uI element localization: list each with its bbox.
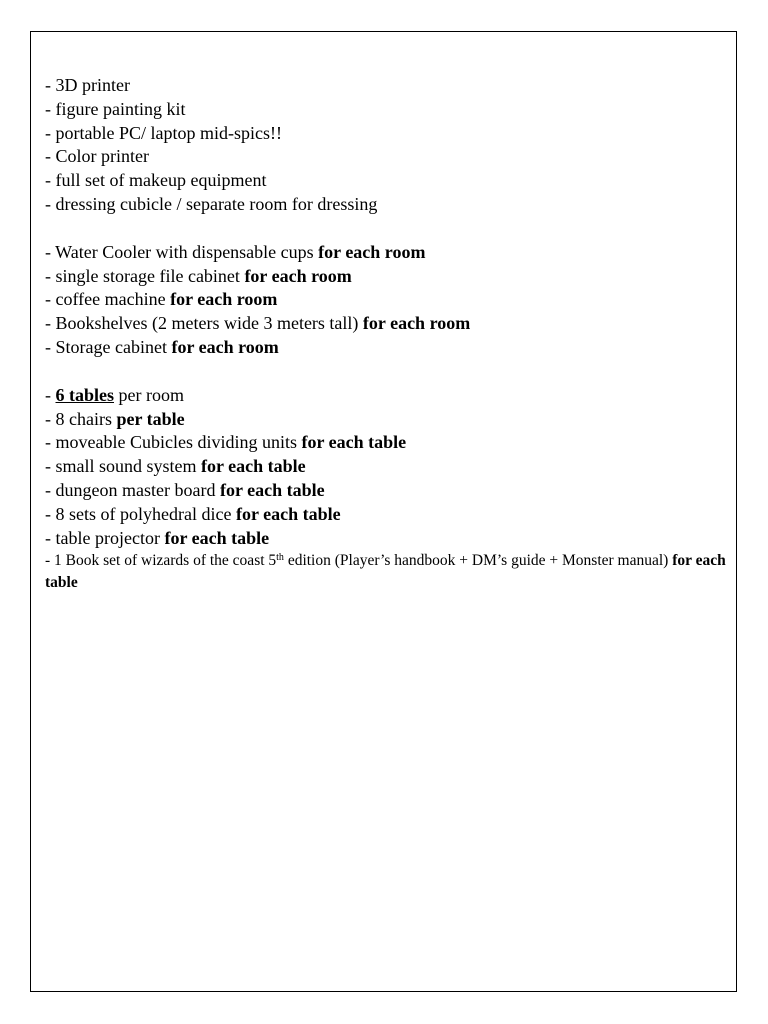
list-item <box>45 408 726 432</box>
item-text: - Storage cabinet <box>45 336 172 357</box>
superscript: th <box>276 552 284 564</box>
item-text: edition (Player’s handbook + DM’s guide + Monster manual) <box>283 552 673 570</box>
item-qualifier: for each table <box>45 552 726 592</box>
list-item <box>45 241 726 265</box>
item-text: - Water Cooler with dispensable cups <box>45 241 319 262</box>
item-text: - dungeon master board <box>45 479 220 500</box>
item-emphasis: 6 tables <box>55 384 114 405</box>
item-qualifier: per table <box>116 408 185 429</box>
item-qualifier: for each room <box>362 313 471 334</box>
list-item <box>45 288 726 312</box>
list-item <box>45 336 726 360</box>
paragraph-gap <box>45 217 726 241</box>
item-text: - coffee machine <box>45 289 171 310</box>
item-text: - 8 chairs <box>45 408 117 429</box>
item-qualifier: for each table <box>164 527 270 548</box>
item-qualifier: for each table <box>201 456 306 477</box>
item-text: - 8 sets of polyhedral dice <box>45 503 236 524</box>
item-qualifier: for each room <box>171 336 279 357</box>
item-text: - 1 Book set of wizards of the coast 5 <box>45 552 277 570</box>
list-item <box>45 479 726 503</box>
list-item <box>45 431 726 455</box>
item-text: per room <box>114 384 184 405</box>
item-text: - Bookshelves (2 meters wide 3 meters tall) <box>45 313 363 334</box>
list-item <box>45 265 726 289</box>
item-qualifier: for each room <box>318 241 426 262</box>
list-item <box>45 384 726 408</box>
item-qualifier: for each table <box>301 432 407 453</box>
document-body <box>45 74 726 594</box>
list-item <box>45 312 726 336</box>
paragraph-gap <box>45 360 726 384</box>
list-item: - dressing cubicle / separate room for dressing <box>45 193 378 214</box>
item-text: - moveable Cubicles dividing units <box>45 432 302 453</box>
item-qualifier: for each table <box>235 503 341 524</box>
list-item <box>45 550 726 594</box>
list-item: - Color printer <box>45 146 149 167</box>
list-item <box>45 503 726 527</box>
list-item <box>45 527 726 551</box>
document-page <box>30 31 737 992</box>
list-item <box>45 455 726 479</box>
list-item: - full set of makeup equipment <box>45 170 267 191</box>
item-qualifier: for each room <box>170 289 278 310</box>
item-text: - single storage file cabinet <box>45 265 245 286</box>
list-item: - portable PC/ laptop mid-spics!! <box>45 122 282 143</box>
list-item: - figure painting kit <box>45 98 186 119</box>
item-text: - table projector <box>45 527 165 548</box>
item-qualifier: for each room <box>244 265 352 286</box>
item-text: - small sound system <box>45 456 201 477</box>
item-qualifier: for each table <box>219 479 325 500</box>
list-item: - 3D printer <box>45 75 130 95</box>
item-text: - <box>45 384 56 405</box>
